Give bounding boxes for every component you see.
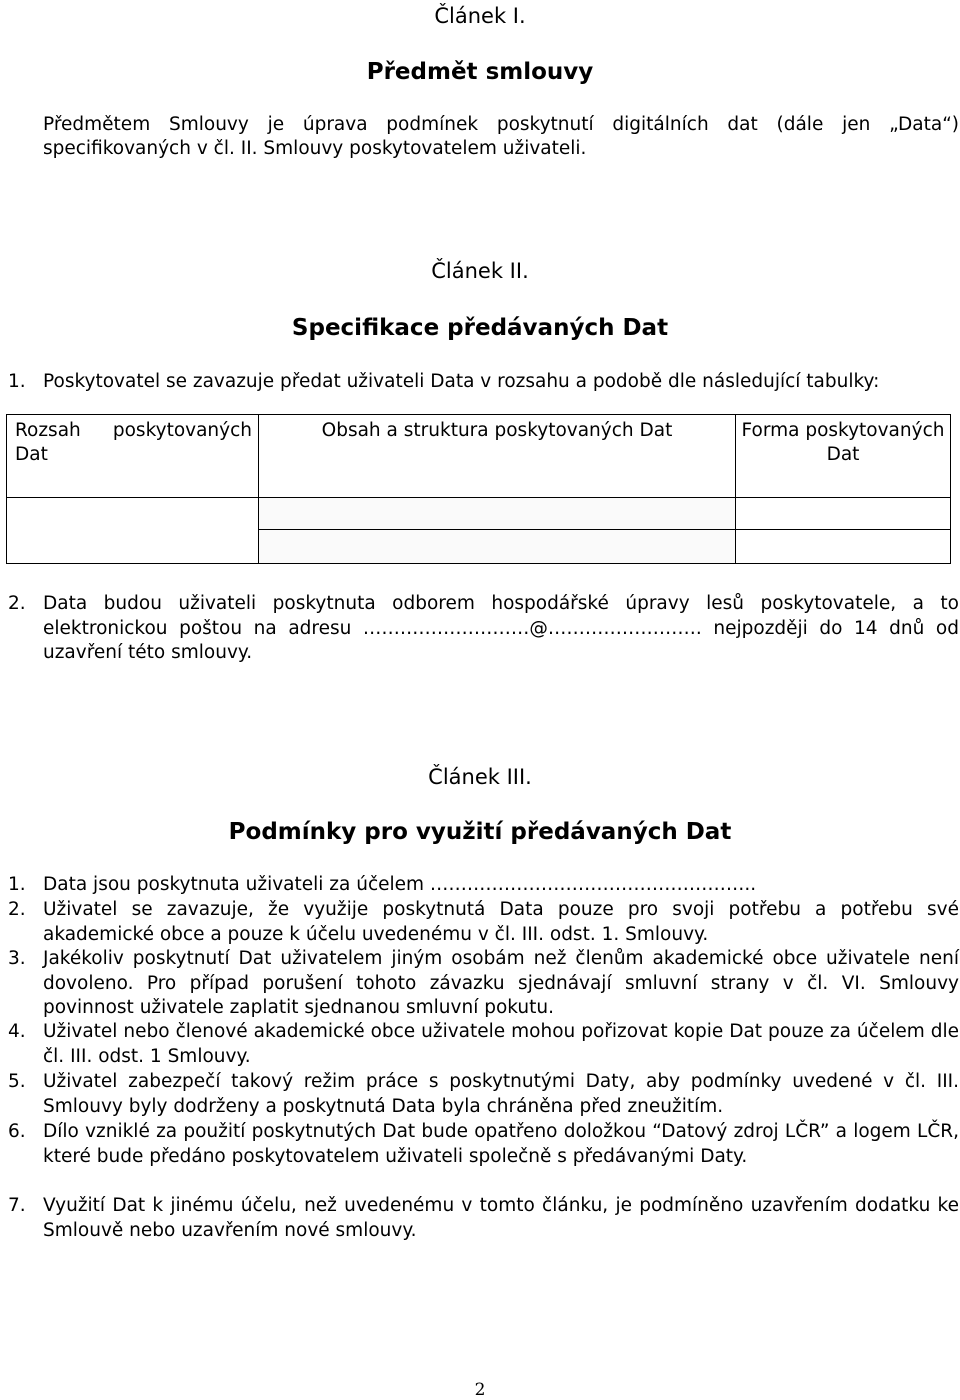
item-text: Data budou uživateli poskytnuta odborem hospodářské úpravy lesů poskytovatele, a to elektronickou poštou na adresu ………………………@……………………. nejpozději do 14 dnů od uzavření této smlouvy. [43,593,959,663]
item-number: 7. [8,1195,26,1216]
item-text: Uživatel zabezpečí takový režim práce s poskytnutými Daty, aby podmínky uvedené v čl. III. Smlouvy byly dodrženy a poskytnutá Data byla chráněna před zneužitím. [43,1071,959,1117]
article-2-title: Specifikace předávaných Dat [291,315,669,341]
item-number: 1. [8,371,26,392]
item-number: 2. [8,593,26,614]
item-text: Využití Dat k jinému účelu, než uvedenému v tomto článku, je podmíněno uzavřením dodatku ke Smlouvě nebo uzavřením nové smlouvy. [43,1195,959,1241]
table-cell-form-1 [736,498,951,530]
page-number: 2 [474,1380,486,1400]
item-text: Jakékoliv poskytnutí Dat uživatelem jiným osobám než členům akademické obce uživatele není dovoleno. Pro případ porušení tohoto závazku sjednávají smluvní strany v čl. VI. Smlouvy povinnost uživatele zaplatit sjednanou smluvní pokutu. [43,948,959,1018]
article-1-text: Předmětem Smlouvy je úprava podmínek poskytnutí digitálních dat (dále jen „Data“) specifikovaných v čl. II. Smlouvy poskytovatelem uživateli. [43,114,959,159]
article-1-title: Předmět smlouvy [366,59,594,85]
item-number: 1. [8,874,26,895]
table-header-scope: Rozsah poskytovaných Dat [7,415,259,498]
article-1-label: Článek I. [434,4,526,28]
table-header-form: Forma poskytovaných Dat [736,415,951,498]
table-cell-scope [7,498,259,564]
table-cell-content-1 [259,498,736,530]
item-text: Data jsou poskytnuta uživateli za účelem …………………………………………….. [43,874,757,895]
item-number: 2. [8,899,26,920]
item-text: Uživatel se zavazuje, že využije poskytnutá Data pouze pro svoji potřebu a potřebu své akademické obce a pouze k účelu uvedenému v čl. III. odst. 1. Smlouvy. [43,899,959,945]
item-text: Dílo vzniklé za použití poskytnutých Dat bude opatřeno doložkou “Datový zdroj LČR” a logem LČR, které bude předáno poskytovatelem uživateli společně s předávanými Daty. [43,1121,959,1167]
item-number: 3. [8,948,26,969]
article-3-label: Článek III. [428,765,532,789]
article-2-label: Článek II. [431,259,529,283]
article-3-title: Podmínky pro využití předávaných Dat [228,819,732,845]
item-text: Poskytovatel se zavazuje předat uživateli Data v rozsahu a podobě dle následující tabulky: [43,371,880,392]
item-text: Uživatel nebo členové akademické obce uživatele mohou pořizovat kopie Dat pouze za účelem dle čl. III. odst. 1 Smlouvy. [43,1021,959,1067]
table-cell-content-2 [259,530,736,564]
table-header-content: Obsah a struktura poskytovaných Dat [259,415,736,498]
item-number: 5. [8,1071,26,1092]
table-cell-form-2 [736,530,951,564]
item-number: 6. [8,1121,26,1142]
data-spec-table [6,414,951,564]
item-number: 4. [8,1021,26,1042]
